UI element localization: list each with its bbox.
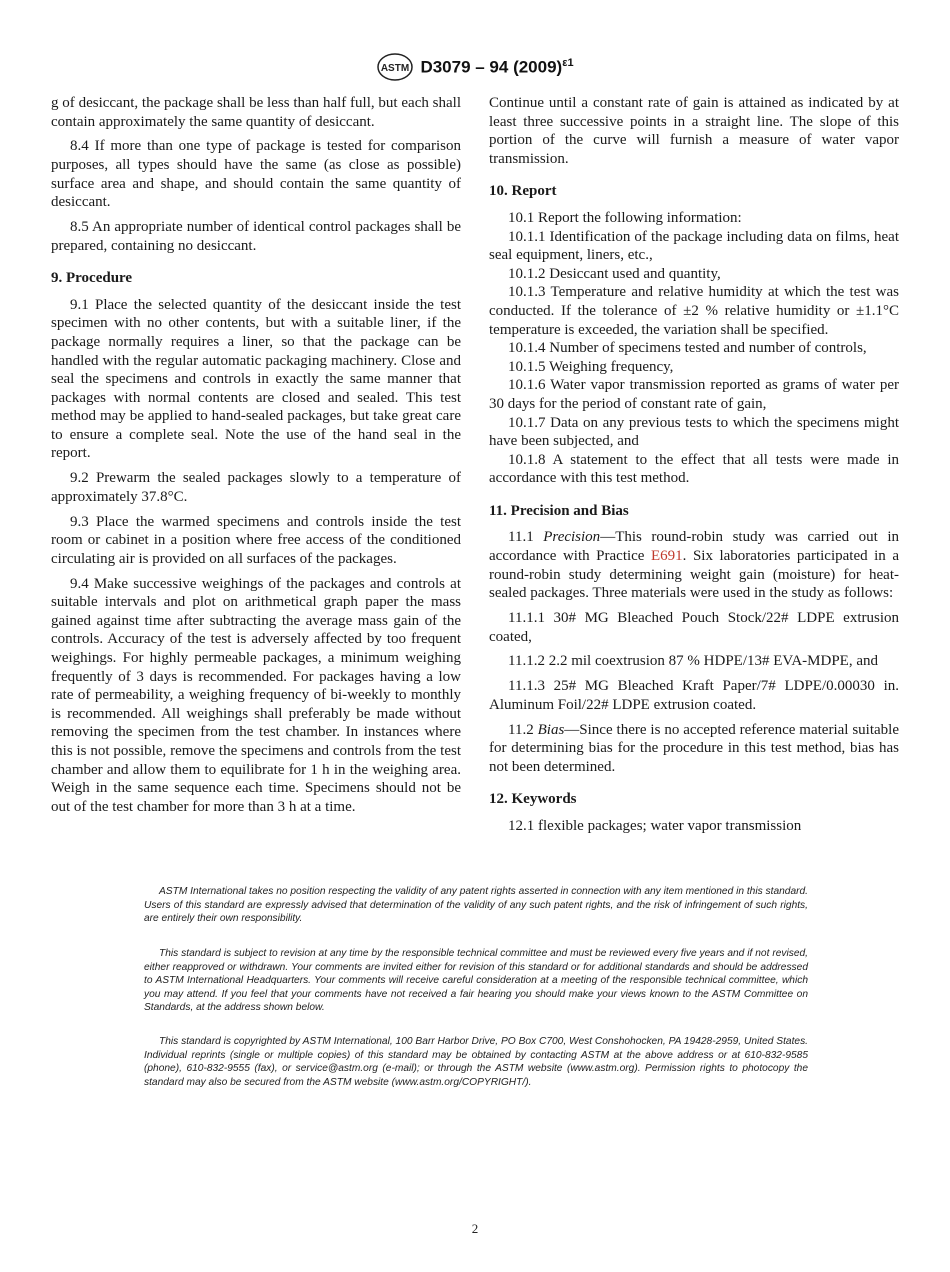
- paragraph-10-1-7: 10.1.7 Data on any previous tests to which the specimens might have been subjected, and: [489, 414, 899, 450]
- paragraph-11-1-3: 11.1.3 25# MG Bleached Kraft Paper/7# LDPE/0.00030 in. Aluminum Foil/22# LDPE extrusion coated.: [489, 678, 899, 713]
- e691-link[interactable]: E691: [651, 548, 683, 565]
- page-number: 2: [471, 1221, 479, 1236]
- right-column: [489, 94, 899, 842]
- heading-precision-bias: 11. Precision and Bias: [489, 502, 629, 519]
- paragraph-10-1: 10.1 Report the following information:: [508, 209, 742, 226]
- page-header: [0, 52, 950, 82]
- edition-superscript: ε1: [562, 56, 574, 69]
- paragraph-continuation: g of desiccant, the package shall be less than half full, but each shall contain approximately the same quantity of desiccant.: [51, 95, 461, 130]
- copyright-notice: This standard is copyrighted by ASTM International, 100 Barr Harbor Drive, PO Box C700, West Conshohocken, PA 19428-2959, United States. Individual reprints (single or multiple copies) of this standard may be obtained by contacting ASTM at the above address or at 610-832-9585 (phone), 610-832-9555 (fax), or service@astm.org (e-mail); or through the ASTM website (www.astm.org). Permission rights to photocopy the standard may also be secured from the ASTM website (www.astm.org/COPYRIGHT/).: [144, 1036, 808, 1088]
- paragraph-continuation-right: Continue until a constant rate of gain is attained as indicated by at least three successive points in a straight line. The slope of this portion of the curve will furnish a measure of water vapor transmission.: [489, 95, 899, 167]
- astm-logo-icon: [376, 52, 414, 82]
- paragraph-9-1: 9.1 Place the selected quantity of the desiccant inside the test specimen with no other contents, but with a suitable liner, if the package normally requires a liner, so that the package can be handled with the regular automatic packaging machinery. Close and seal the specimens and controls in exactly the same manner that packages with normal contents are closed and sealed. This test method may be applied to hand-sealed packages, but take great care to ensure a complete seal. Note the use of the hand seal in the report.: [51, 296, 461, 462]
- paragraph-8-5: 8.5 An appropriate number of identical control packages shall be prepared, containing no desiccant.: [51, 218, 461, 254]
- revision-notice: This standard is subject to revision at any time by the responsible technical committee and must be reviewed every five years and if not revised, either reapproved or withdrawn. Your comments are invited either for revision of this standard or for additional standards and should be addressed to ASTM International Headquarters. Your comments will receive careful consideration at a meeting of the responsible technical committee, which you may attend. If you feel that your comments have not received a fair hearing you should make your views known to the ASTM Committee on Standards, at the address shown below.: [144, 948, 808, 1013]
- paragraph-9-4: 9.4 Make successive weighings of the packages and controls at suitable intervals and plot on arithmetical graph paper the mass gained against time after subtracting the average mass gain of the controls. Accuracy of the test is adversely affected by too frequent weighings. For highly permeable packages, a minimum weighing frequently of 3 days is recommended. For packages having a low rate of permeability, a weighing frequency of bi-weekly to monthly is recommended. All weighings shall preferably be made without removing the specimen from the test chamber. In instances where this is not possible, remove the specimens and controls from the test chamber and allow them to equilibrate for 1 h in the weighing area. Weigh in the same sequence each time. Specimens should not be out of the test chamber for more than 3 h at a time.: [51, 575, 461, 815]
- heading-report: 10. Report: [489, 183, 557, 200]
- paragraph-11-1: 11.1 Precision—This round-robin study was carried out in accordance with Practice E691. Six laboratories participated in a round-robin study determining weight gain (moisture) for heat-sealed packages. Three materials were used in the study as follows:: [489, 529, 900, 602]
- paragraph-12-1: 12.1 flexible packages; water vapor transmission: [508, 817, 802, 834]
- paragraph-9-2: 9.2 Prewarm the sealed packages slowly to a temperature of approximately 37.8°C.: [51, 470, 461, 505]
- heading-keywords: 12. Keywords: [489, 791, 577, 808]
- patent-notice: ASTM International takes no position respecting the validity of any patent rights asserted in connection with any item mentioned in this standard. Users of this standard are expressly advised that determination of the validity of any such patent rights, and the risk of infringement of such rights, are entirely their own responsibility.: [144, 886, 808, 924]
- paragraph-10-1-4: 10.1.4 Number of specimens tested and number of controls,: [508, 340, 867, 357]
- paragraph-8-4: 8.4 If more than one type of package is tested for comparison purposes, all types should have the same (as close as possible) surface area and shape, and should contain the same quantity of desiccant.: [51, 138, 461, 211]
- paragraph-10-1-3: 10.1.3 Temperature and relative humidity at which the test was conducted. If the tolerance of ±2 % relative humidity or ±1.1°C temperature is exceeded, the variation shall be specified.: [489, 284, 899, 338]
- standard-designation: D3079 – 94 $(2009)^{\varepsilon 1}$: [420, 56, 574, 77]
- paragraph-11-1-2: 11.1.2 2.2 mil coextrusion 87 % HDPE/13# EVA-MDPE, and: [508, 653, 878, 670]
- left-column: [51, 94, 461, 823]
- paragraph-11-2: 11.2 Bias—Since there is no accepted reference material suitable for determining bias for the procedure in this test method, bias has not been determined.: [489, 721, 899, 775]
- svg-text:ASTM: ASTM: [381, 63, 410, 74]
- paragraph-10-1-6: 10.1.6 Water vapor transmission reported as grams of water per 30 days for the period of constant rate of gain,: [489, 377, 899, 412]
- paragraph-10-1-1: 10.1.1 Identification of the package including data on films, heat seal equipment, liners, etc.,: [489, 228, 899, 264]
- heading-procedure: 9. Procedure: [51, 270, 133, 287]
- term-precision: Precision: [543, 529, 601, 546]
- paragraph-10-1-8: 10.1.8 A statement to the effect that all tests were made in accordance with this test method.: [489, 451, 899, 487]
- paragraph-9-3: 9.3 Place the warmed specimens and controls inside the test room or cabinet in a position where free access of the conditioned circulating air is provided on all surfaces of the packages.: [51, 513, 461, 567]
- paragraph-11-1-1: 11.1.1 30# MG Bleached Pouch Stock/22# LDPE extrusion coated,: [489, 610, 899, 645]
- term-bias: Bias: [537, 721, 565, 738]
- paragraph-10-1-5: 10.1.5 Weighing frequency,: [508, 358, 674, 375]
- paragraph-10-1-2: 10.1.2 Desiccant used and quantity,: [508, 265, 721, 282]
